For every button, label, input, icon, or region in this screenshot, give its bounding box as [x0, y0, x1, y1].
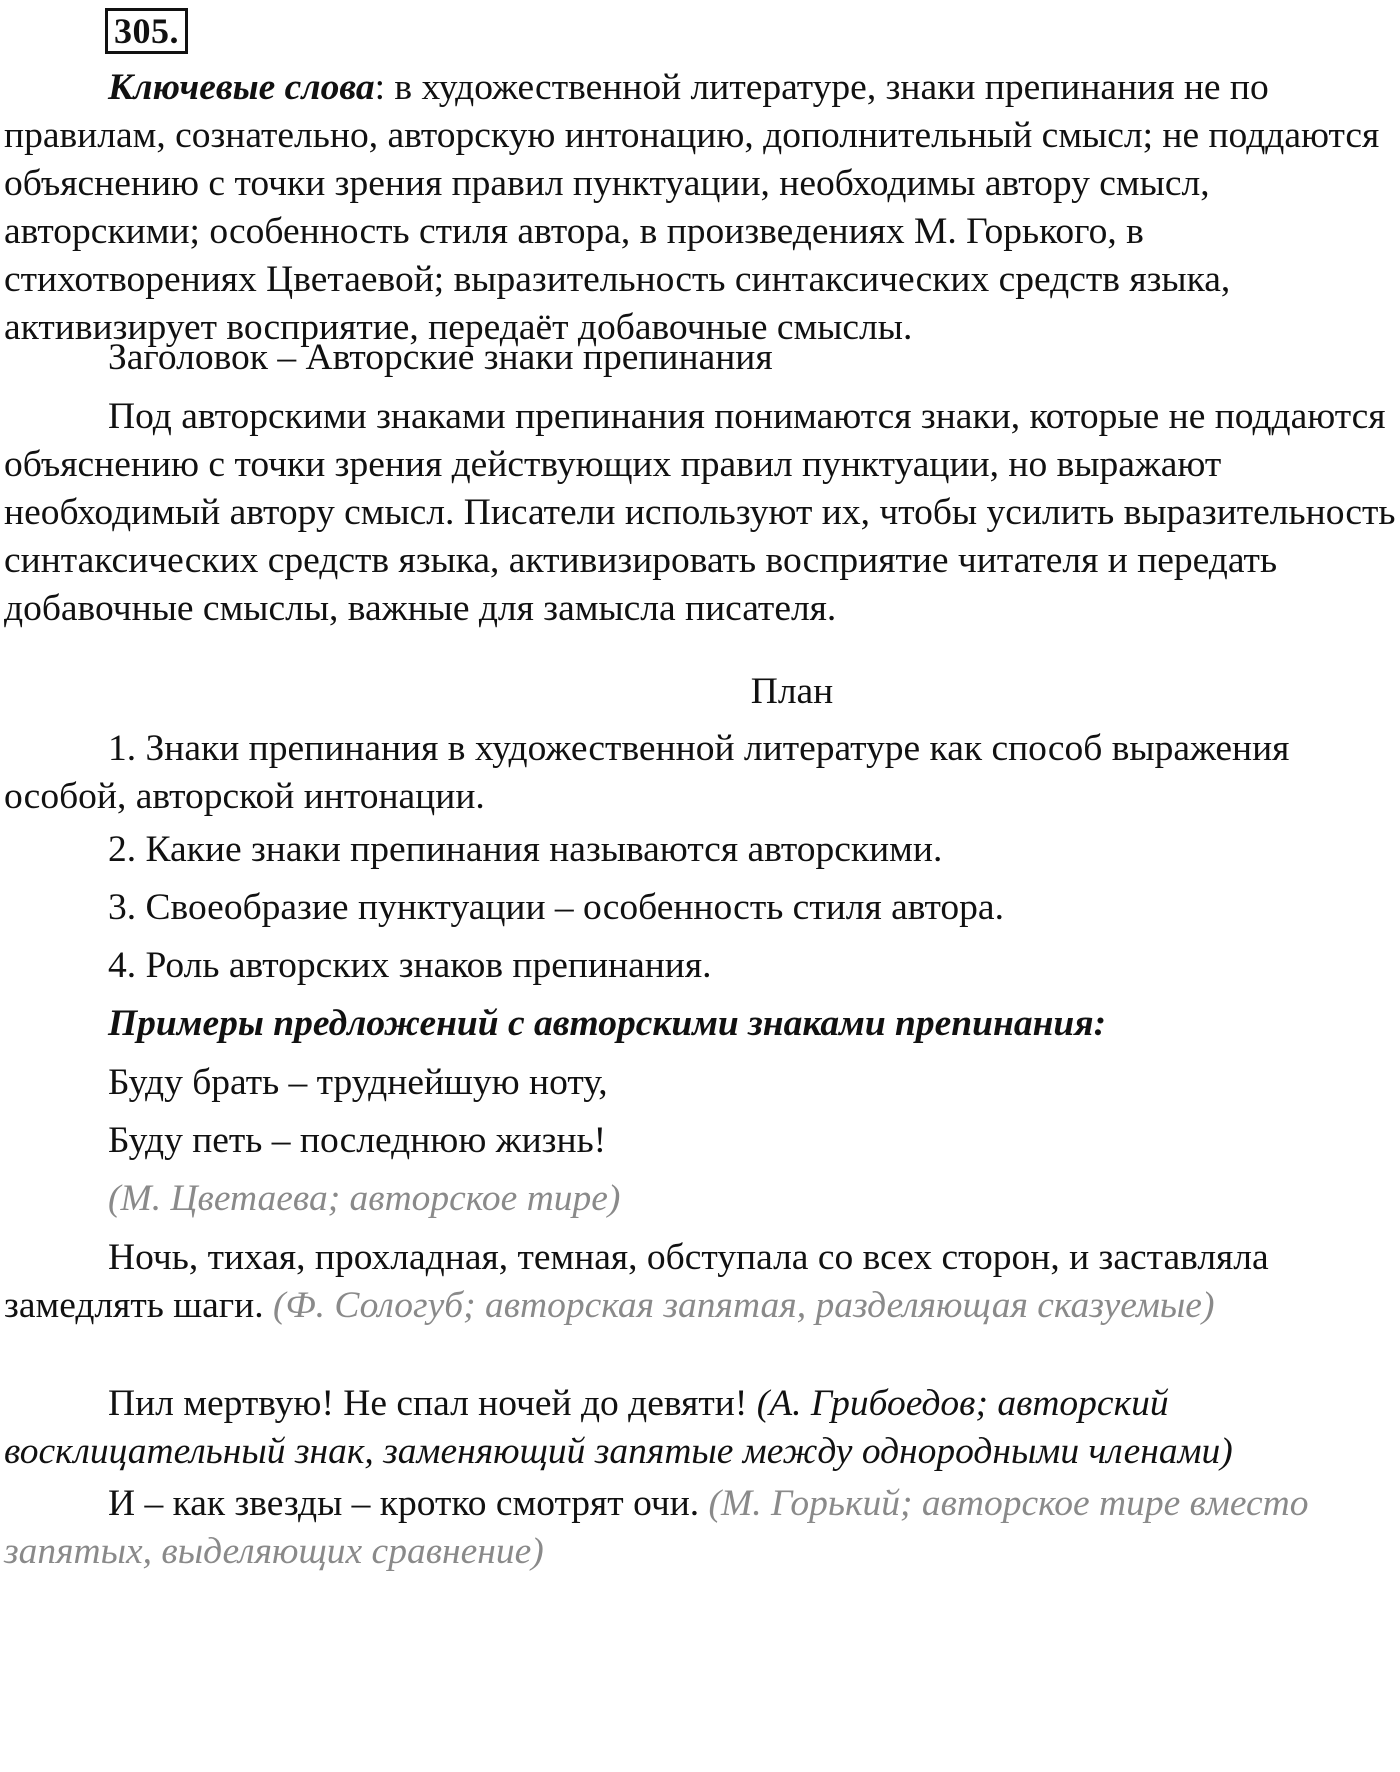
- example-source: (А. Грибоедов; авторский восклицательный знак, заменяющий запятые между однородными членами): [4, 1383, 1233, 1472]
- keywords-text: : в художественной литературе, знаки препинания не по правилам, сознательно, авторскую интонацию, дополнительный смысл; не поддаются объяснению с точки зрения правил пунктуации, необходимы автору смысл, авторскими; особенность стиля автора, в произведениях М. Горького, в стихотворениях Цветаевой; выразительность синтаксических средств языка, активизирует восприятие, передаёт добавочные смыслы.: [4, 67, 1380, 348]
- exercise-number: 305.: [105, 8, 188, 54]
- plan-item: 3. Своеобразие пунктуации – особенность стиля автора.: [108, 887, 1004, 928]
- poem-line: Буду брать – труднейшую ноту,: [108, 1062, 608, 1103]
- example-item: [4, 1380, 1396, 1476]
- keywords-label: Ключевые слова: [108, 67, 375, 108]
- example-text: И – как звезды – кротко смотрят очи.: [108, 1483, 700, 1524]
- plan-title: План: [750, 671, 834, 712]
- poem-source: (М. Цветаева; авторское тире): [108, 1178, 621, 1219]
- intro-paragraph: Под авторскими знаками препинания понимаются знаки, которые не поддаются объяснению с точки зрения действующих правил пунктуации, но выражают необходимый автору смысл. Писатели используют их, чтобы усилить выразительность синтаксических средств языка, активизировать восприятие читателя и передать добавочные смыслы, важные для замысла писателя.: [4, 396, 1396, 629]
- example-item: [4, 1234, 1396, 1330]
- example-source: (М. Горький; авторское тире вместо запятых, выделяющих сравнение): [4, 1483, 1309, 1572]
- example-text: Пил мертвую! Не спал ночей до девяти!: [108, 1383, 748, 1424]
- examples-heading: Примеры предложений с авторскими знаками препинания:: [108, 1003, 1107, 1044]
- example-text: Ночь, тихая, прохладная, темная, обступала со всех сторон, и заставляла замедлять шаги.: [4, 1237, 1269, 1326]
- heading-line: Заголовок – Авторские знаки препинания: [108, 337, 773, 378]
- plan-item: 2. Какие знаки препинания называются авторскими.: [108, 829, 943, 870]
- keywords-paragraph: [4, 64, 1396, 352]
- example-source: (Ф. Сологуб; авторская запятая, разделяющая сказуемые): [272, 1285, 1215, 1326]
- plan-item: 1. Знаки препинания в художественной литературе как способ выражения особой, авторской интонации.: [4, 728, 1290, 817]
- plan-item: 4. Роль авторских знаков препинания.: [108, 945, 712, 986]
- example-item: [4, 1480, 1396, 1576]
- poem-line: Буду петь – последнюю жизнь!: [108, 1120, 607, 1161]
